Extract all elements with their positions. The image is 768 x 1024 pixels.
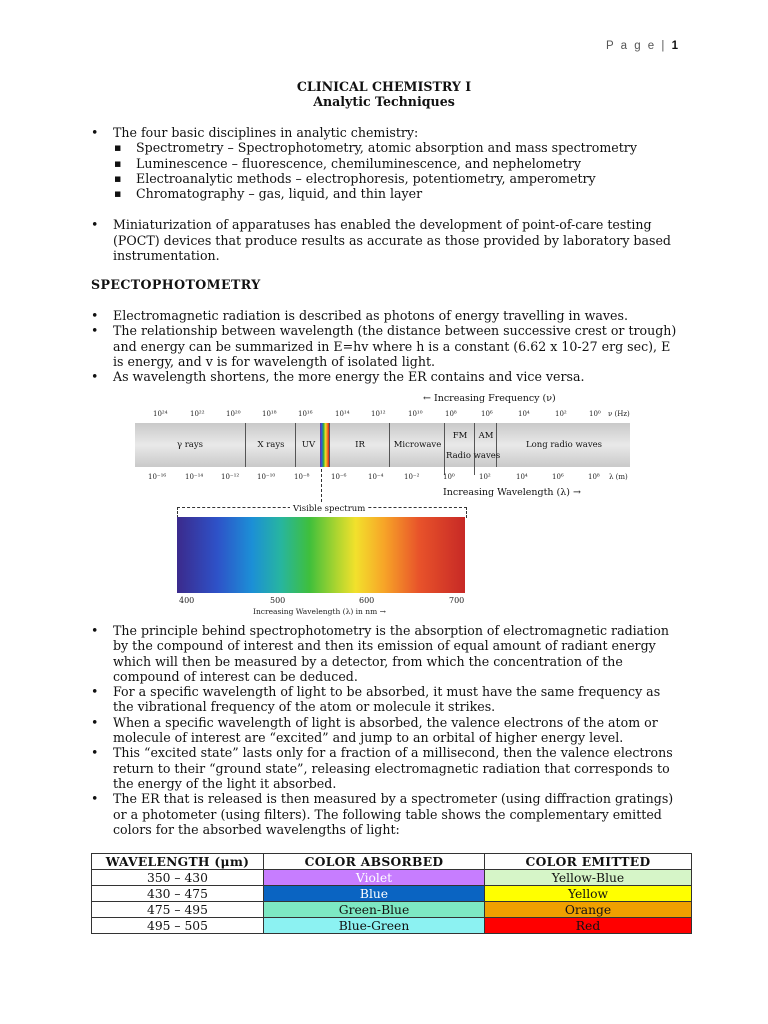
page-number: P a g e | 1 <box>605 40 678 52</box>
cell-absorbed: Violet <box>264 870 485 886</box>
list-item: • Miniaturization of apparatuses has enabled the development of point-of-care testing (POCT) devices that produce results as accurate as those provided by laboratory based instrumentation. <box>91 217 681 263</box>
wl-tick: 10⁻⁶ <box>331 473 347 481</box>
freq-tick: 10¹⁴ <box>335 410 350 418</box>
spectrum-band <box>135 423 630 467</box>
principle-section <box>91 623 681 837</box>
cell-wavelength: 430 – 475 <box>92 886 264 902</box>
color-table <box>91 853 692 934</box>
band-am: AM <box>474 423 497 475</box>
frequency-axis-label: ← Increasing Frequency (ν) <box>423 393 556 404</box>
cell-absorbed: Green-Blue <box>264 902 485 918</box>
table-header-row <box>92 854 692 870</box>
band-uv: UV <box>295 423 321 467</box>
table-row <box>92 918 692 934</box>
sub-list-item: ▪ Luminescence – fluorescence, chemiluminescence, and nephelometry <box>91 156 681 171</box>
wl-tick: 10⁴ <box>516 473 528 481</box>
cell-emitted: Yellow <box>485 886 692 902</box>
intro-section <box>91 125 681 263</box>
course-title: CLINICAL CHEMISTRY I <box>296 79 472 94</box>
list-item: • The principle behind spectrophotometry is the absorption of electromagnetic radiation by the compound of interest and then its emission of equal amount of radiant energy which will then be measured by a detector, from which the concentration of the compound of interest can be deduced. <box>91 623 681 684</box>
table-row <box>92 902 692 918</box>
radio-waves-label: Radio waves <box>446 451 501 461</box>
wl-tick: 10⁻¹⁴ <box>185 473 204 481</box>
list-item: • Electromagnetic radiation is described as photons of energy travelling in waves. <box>91 308 681 323</box>
wl-unit: λ (m) <box>609 473 628 481</box>
em-spectrum-figure <box>135 390 630 616</box>
visible-strip <box>320 423 329 467</box>
freq-tick: 10¹⁰ <box>408 410 423 418</box>
header-absorbed: COLOR ABSORBED <box>264 854 485 870</box>
course-subtitle: Analytic Techniques <box>313 94 455 109</box>
cell-wavelength: 475 – 495 <box>92 902 264 918</box>
wl-tick: 10⁶ <box>552 473 564 481</box>
freq-tick: 10² <box>555 410 567 418</box>
list-item: • The ER that is released is then measured by a spectrometer (using diffraction gratings) or a photometer (using filters). The following table shows the complementary emitted colors for the absorbed wavelengths of light: <box>91 791 681 837</box>
cell-emitted: Yellow-Blue <box>485 870 692 886</box>
wavelength-axis-label: Increasing Wavelength (λ) → <box>443 487 581 498</box>
list-item: • When a specific wavelength of light is absorbed, the valence electrons of the atom or molecule of interest are “excited” and jump to an orbital of higher energy level. <box>91 715 681 746</box>
freq-tick: 10²² <box>190 410 205 418</box>
page-title <box>0 79 768 109</box>
wl-tick: 10² <box>479 473 491 481</box>
cell-emitted: Red <box>485 918 692 934</box>
sub-list-item: ▪ Spectrometry – Spectrophotometry, atomic absorption and mass spectrometry <box>91 140 681 155</box>
freq-tick: 10¹⁶ <box>298 410 313 418</box>
band-ir: IR <box>329 423 390 467</box>
visible-tick: 700 <box>449 596 465 605</box>
band-xray: X rays <box>245 423 296 467</box>
freq-tick: 10²⁰ <box>226 410 241 418</box>
table-row <box>92 870 692 886</box>
band-long-radio: Long radio waves <box>496 423 631 467</box>
cell-wavelength: 495 – 505 <box>92 918 264 934</box>
visible-spectrum-title: Visible spectrum <box>290 504 368 514</box>
visible-axis-label: Increasing Wavelength (λ) in nm → <box>253 607 386 616</box>
sub-list-item: ▪ Chromatography – gas, liquid, and thin layer <box>91 186 681 201</box>
cell-wavelength: 350 – 430 <box>92 870 264 886</box>
wl-tick: 10⁰ <box>443 473 455 481</box>
header-wavelength: WAVELENGTH (μm) <box>92 854 264 870</box>
list-item: • As wavelength shortens, the more energy the ER contains and vice versa. <box>91 369 681 384</box>
list-item: • This “excited state” lasts only for a fraction of a millisecond, then the valence electrons return to their “ground state”, releasing electromagnetic radiation that corresponds to the energy of the light it absorbed. <box>91 745 681 791</box>
visible-spectrum-gradient <box>177 517 465 593</box>
wl-tick: 10⁻⁸ <box>294 473 310 481</box>
freq-tick: 10²⁴ <box>153 410 168 418</box>
band-gamma: γ rays <box>176 440 204 450</box>
freq-tick: 10⁰ <box>589 410 601 418</box>
wl-tick: 10⁻² <box>404 473 420 481</box>
freq-tick: 10¹⁸ <box>262 410 277 418</box>
visible-tick: 400 <box>179 596 195 605</box>
freq-tick: 10⁶ <box>481 410 493 418</box>
freq-unit: ν (Hz) <box>608 410 630 418</box>
wl-tick: 10⁻¹² <box>221 473 240 481</box>
band-fm: FM <box>444 423 475 475</box>
band-microwave: Microwave <box>389 423 445 467</box>
list-item: • The four basic disciplines in analytic chemistry: <box>91 125 681 140</box>
freq-tick: 10¹² <box>371 410 386 418</box>
header-emitted: COLOR EMITTED <box>485 854 692 870</box>
visible-tick: 500 <box>270 596 286 605</box>
freq-tick: 10⁴ <box>518 410 530 418</box>
wl-tick: 10⁸ <box>588 473 600 481</box>
cell-absorbed: Blue <box>264 886 485 902</box>
wl-tick: 10⁻¹⁶ <box>148 473 167 481</box>
list-item: • The relationship between wavelength (the distance between successive crest or trough) and energy can be summarized in E=hv where h is a constant (6.62 x 10-27 erg sec), E is energy, and v is for wavelength of isolated light. <box>91 323 681 369</box>
cell-emitted: Orange <box>485 902 692 918</box>
list-item: • For a specific wavelength of light to be absorbed, it must have the same frequency as the vibrational frequency of the atom or molecule it strikes. <box>91 684 681 715</box>
visible-tick: 600 <box>359 596 375 605</box>
sub-list-item: ▪ Electroanalytic methods – electrophoresis, potentiometry, amperometry <box>91 171 681 186</box>
spectro-section <box>91 308 681 384</box>
connector-line <box>321 469 322 507</box>
freq-tick: 10⁸ <box>445 410 457 418</box>
wl-tick: 10⁻¹⁰ <box>257 473 276 481</box>
cell-absorbed: Blue-Green <box>264 918 485 934</box>
wl-tick: 10⁻⁴ <box>368 473 384 481</box>
table-row <box>92 886 692 902</box>
section-heading: SPECTOPHOTOMETRY <box>91 277 261 292</box>
